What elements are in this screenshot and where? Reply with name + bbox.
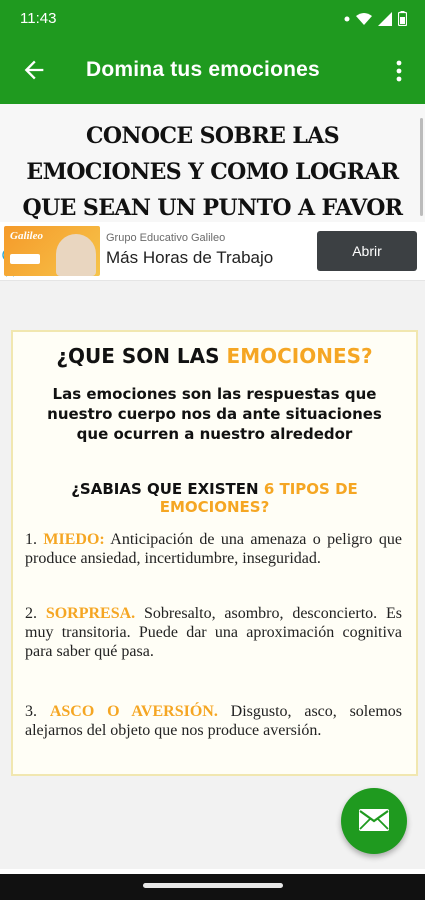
- card-question-2-highlight: 6 TIPOS DE EMOCIONES?: [159, 480, 358, 516]
- emotion-number: 1.: [25, 531, 37, 548]
- emotion-term: ASCO O AVERSIÓN.: [49, 703, 218, 720]
- emotion-term: MIEDO:: [43, 531, 105, 548]
- ad-image-brand: Galileo: [10, 230, 43, 242]
- overflow-menu-icon[interactable]: [387, 56, 411, 86]
- email-fab[interactable]: [341, 788, 407, 854]
- emotion-term: SORPRESA.: [45, 605, 136, 622]
- system-nav-bar: [0, 874, 425, 900]
- ad-open-button[interactable]: Abrir: [317, 231, 417, 271]
- emotion-text: Sobresalto, asombro, desconcierto. Es muy transitoria. Puede dar una aproximación cognitiva para saber qué pasa.: [25, 605, 402, 660]
- ad-sponsor: Grupo Educativo Galileo: [106, 232, 226, 244]
- headline-line: EMOCIONES Y COMO LOGRAR: [26, 159, 399, 185]
- ad-image-person: [56, 234, 96, 276]
- status-icons: [344, 11, 407, 26]
- app-title: Domina tus emociones: [86, 58, 320, 81]
- battery-icon: [398, 11, 407, 26]
- ad-image-tag: [10, 254, 40, 264]
- emotion-text: Anticipación de una amenaza o peligro que produce ansiedad, incertidumbre, inseguridad.: [25, 531, 403, 567]
- scroll-indicator: [420, 118, 423, 216]
- headline-banner: [0, 104, 425, 222]
- email-icon: [358, 808, 390, 832]
- status-time: 11:43: [20, 10, 57, 27]
- status-bar: [0, 0, 425, 38]
- ad-image[interactable]: [4, 226, 100, 276]
- ad-headline[interactable]: Más Horas de Trabajo: [106, 248, 274, 267]
- home-gesture-handle[interactable]: [143, 883, 283, 888]
- headline-line: CONOCE SOBRE LAS: [85, 123, 340, 149]
- card-description: Las emociones son las respuestas que nuestro cuerpo nos da ante situaciones que ocurren a nuestro alrededor: [47, 385, 382, 443]
- app-bar: [0, 38, 425, 104]
- emotion-item: [25, 604, 402, 661]
- emotion-item: [25, 530, 402, 568]
- headline-text: [18, 118, 407, 226]
- back-arrow-icon[interactable]: [20, 56, 48, 84]
- card-question-2: [35, 480, 394, 516]
- wifi-icon: [356, 12, 372, 26]
- card-question-1-prefix: ¿QUE SON LAS: [56, 344, 227, 368]
- emotion-item: [25, 702, 402, 740]
- card-question-1-highlight: EMOCIONES?: [226, 344, 373, 368]
- ad-banner[interactable]: [0, 222, 425, 281]
- emotion-number: 2.: [25, 605, 37, 622]
- signal-icon: [378, 12, 392, 26]
- notification-dot-icon: [344, 16, 350, 22]
- emotions-card: [11, 330, 418, 776]
- headline-line: QUE SEAN UN PUNTO A FAVOR: [22, 195, 403, 221]
- card-question-2-prefix: ¿SABIAS QUE EXISTEN: [71, 480, 264, 498]
- emotion-number: 3.: [25, 703, 37, 720]
- emotion-text: Disgusto, asco, solemos alejarnos del objeto que nos produce aversión.: [25, 703, 403, 739]
- card-question-1: [13, 344, 416, 368]
